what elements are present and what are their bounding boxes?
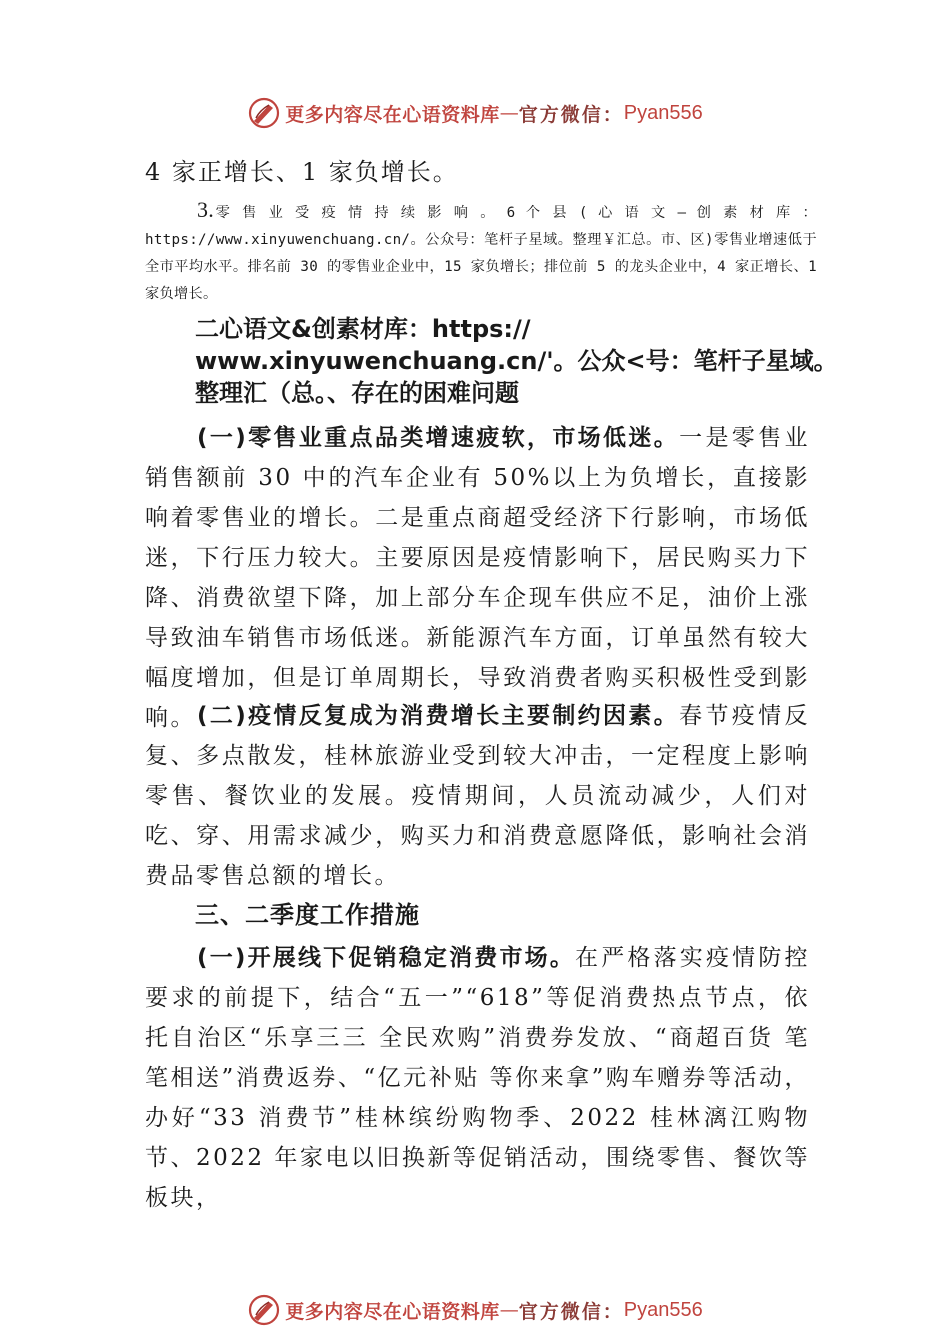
paragraph-three-text: 在严格落实疫情防控要求的前提下，结合“五一”“618”等促消费热点节点，依托自治区“乐享三三 全民欢购”消费券发放、“商超百货 笔笔相送”消费返券、“亿元补贴 等你来拿”购车赠券等活动，办好“33 消费节”桂林缤纷购物季、2022 桂林漓江购物节、2022 年家电以旧换新等促销活动，围绕零售、餐饮等板块， xyxy=(145,945,811,1211)
banner-text: 更多内容尽在心语资料库 xyxy=(285,1300,500,1323)
header-banner xyxy=(0,93,950,133)
section-three-heading: 三、二季度工作措施 xyxy=(195,901,420,929)
banner-wechat-label: 官方微信： xyxy=(518,1300,624,1323)
banner-wechat-id: Pyan556 xyxy=(623,101,703,124)
text-line-top: 4 家正增长、1 家负增长。 xyxy=(145,158,459,186)
paragraph-one xyxy=(145,418,810,738)
brush-logo-icon xyxy=(247,1293,281,1327)
banner-wechat-label: 官方微信： xyxy=(518,103,624,126)
banner-text: 更多内容尽在心语资料库 xyxy=(285,103,500,126)
paragraph-three xyxy=(145,938,810,1218)
brush-logo-icon xyxy=(247,96,281,130)
paragraph-three-heading: (一)开展线下促销稳定消费市场。 xyxy=(197,945,576,971)
retail-paragraph-text: 零 售 业 受 疫 情 持 续 影 响 。 6 个 县 ( 心 语 文 — 创 素 材 库 ： https://www.xinyuwenchuang.cn/。公众号：笔杆子星域。整理￥汇总。市、区)零售业增速低于全市平均水平。排名前 30 的零售业企业中，15 家负增长；排位前 5 的龙头企业中，4 家正增长、1 家负增长。 xyxy=(145,205,817,302)
section-two-heading: 二心语文&创素材库：https:// www.xinyuwenchuang.cn/'。公众<号：笔杆子星域。整理汇（总。、存在的困难问题 xyxy=(195,315,838,407)
paragraph-two-heading: (二)疫情反复成为消费增长主要制约因素。 xyxy=(197,703,680,729)
retail-paragraph xyxy=(145,196,817,308)
paragraph-two-text: 春节疫情反复、多点散发，桂林旅游业受到较大冲击，一定程度上影响零售、餐饮业的发展。疫情期间，人员流动减少，人们对吃、穿、用需求减少，购买力和消费意愿降低，影响社会消费品零售总额的增长。 xyxy=(145,703,811,889)
footer-banner xyxy=(0,1290,950,1330)
retail-paragraph-number: 3. xyxy=(197,197,215,222)
banner-wechat-id: Pyan556 xyxy=(623,1298,703,1321)
paragraph-one-heading: (一)零售业重点品类增速疲软，市场低迷。 xyxy=(197,425,680,451)
paragraph-one-text: 一是零售业销售额前 30 中的汽车企业有 50%以上为负增长，直接影响着零售业的增长。二是重点商超受经济下行影响，市场低迷，下行压力较大。主要原因是疫情影响下，居民购买力下降、消费欲望下降，加上部分车企现车供应不足，油价上涨导致油车销售市场低迷。新能源汽车方面，订单虽然有较大幅度增加，但是订单周期长，导致消费者购买积极性受到影响。 xyxy=(145,425,811,731)
paragraph-two xyxy=(145,696,810,896)
banner-dash: — xyxy=(499,1299,519,1321)
banner-dash: — xyxy=(499,102,519,124)
